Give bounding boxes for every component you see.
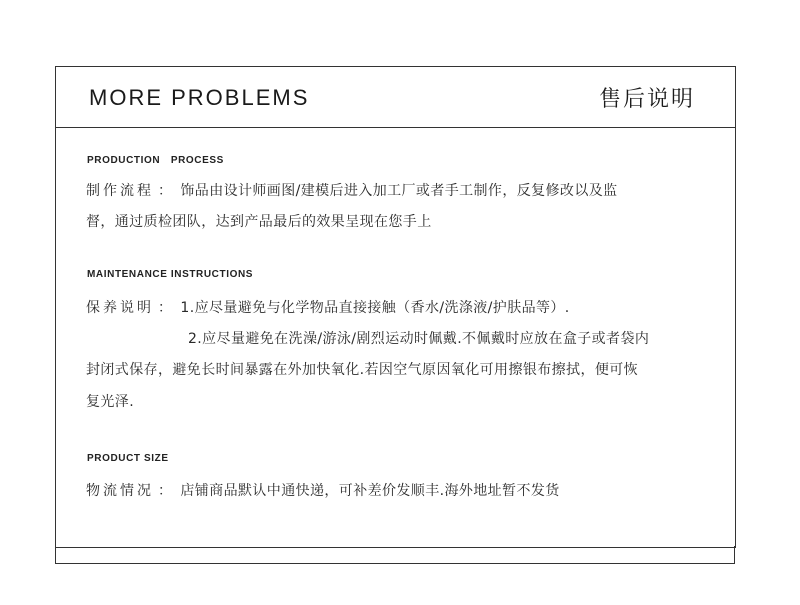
product-heading: PRODUCT SIZE [87, 453, 169, 464]
product-line-1 [86, 481, 560, 501]
product-colon: ： [158, 483, 173, 499]
production-line-2: 督，通过质检团队，达到产品最后的效果呈现在您手上 [86, 214, 432, 230]
production-heading: PRODUCTION PROCESS [87, 155, 224, 166]
production-label: 制作流程 [86, 183, 154, 199]
production-colon: ： [158, 183, 173, 199]
bottom-right-edge [734, 546, 735, 563]
after-sales-panel [55, 66, 736, 548]
maintenance-line-4: 复光泽. [86, 394, 135, 410]
production-text-1: 饰品由设计师画图/建模后进入加工厂或者手工制作，反复修改以及监 [180, 183, 618, 199]
product-label: 物流情况 [86, 483, 154, 499]
maintenance-text-1: 1.应尽量避免与化学物品直接接触（香水/洗涤液/护肤品等）. [180, 300, 570, 316]
maintenance-heading: MAINTENANCE INSTRUCTIONS [87, 269, 254, 280]
title-chinese: 售后说明 [598, 87, 695, 112]
maintenance-line-2: 2.应尽量避免在洗澡/游泳/剧烈运动时佩戴.不佩戴时应放在盒子或者袋内 [188, 331, 650, 347]
maintenance-colon: ： [158, 300, 173, 316]
production-line-1 [86, 181, 618, 201]
bottom-left-edge [55, 546, 56, 563]
product-text-1: 店铺商品默认中通快递，可补差价发顺丰.海外地址暂不发货 [180, 483, 560, 499]
maintenance-line-1 [86, 298, 570, 318]
panel-header [56, 67, 735, 128]
maintenance-label: 保养说明 [86, 300, 154, 316]
title-english: MORE PROBLEMS [89, 85, 310, 110]
bottom-divider [55, 563, 735, 564]
maintenance-line-3: 封闭式保存，避免长时间暴露在外加快氧化.若因空气原因氧化可用擦银布擦拭，便可恢 [86, 362, 639, 378]
